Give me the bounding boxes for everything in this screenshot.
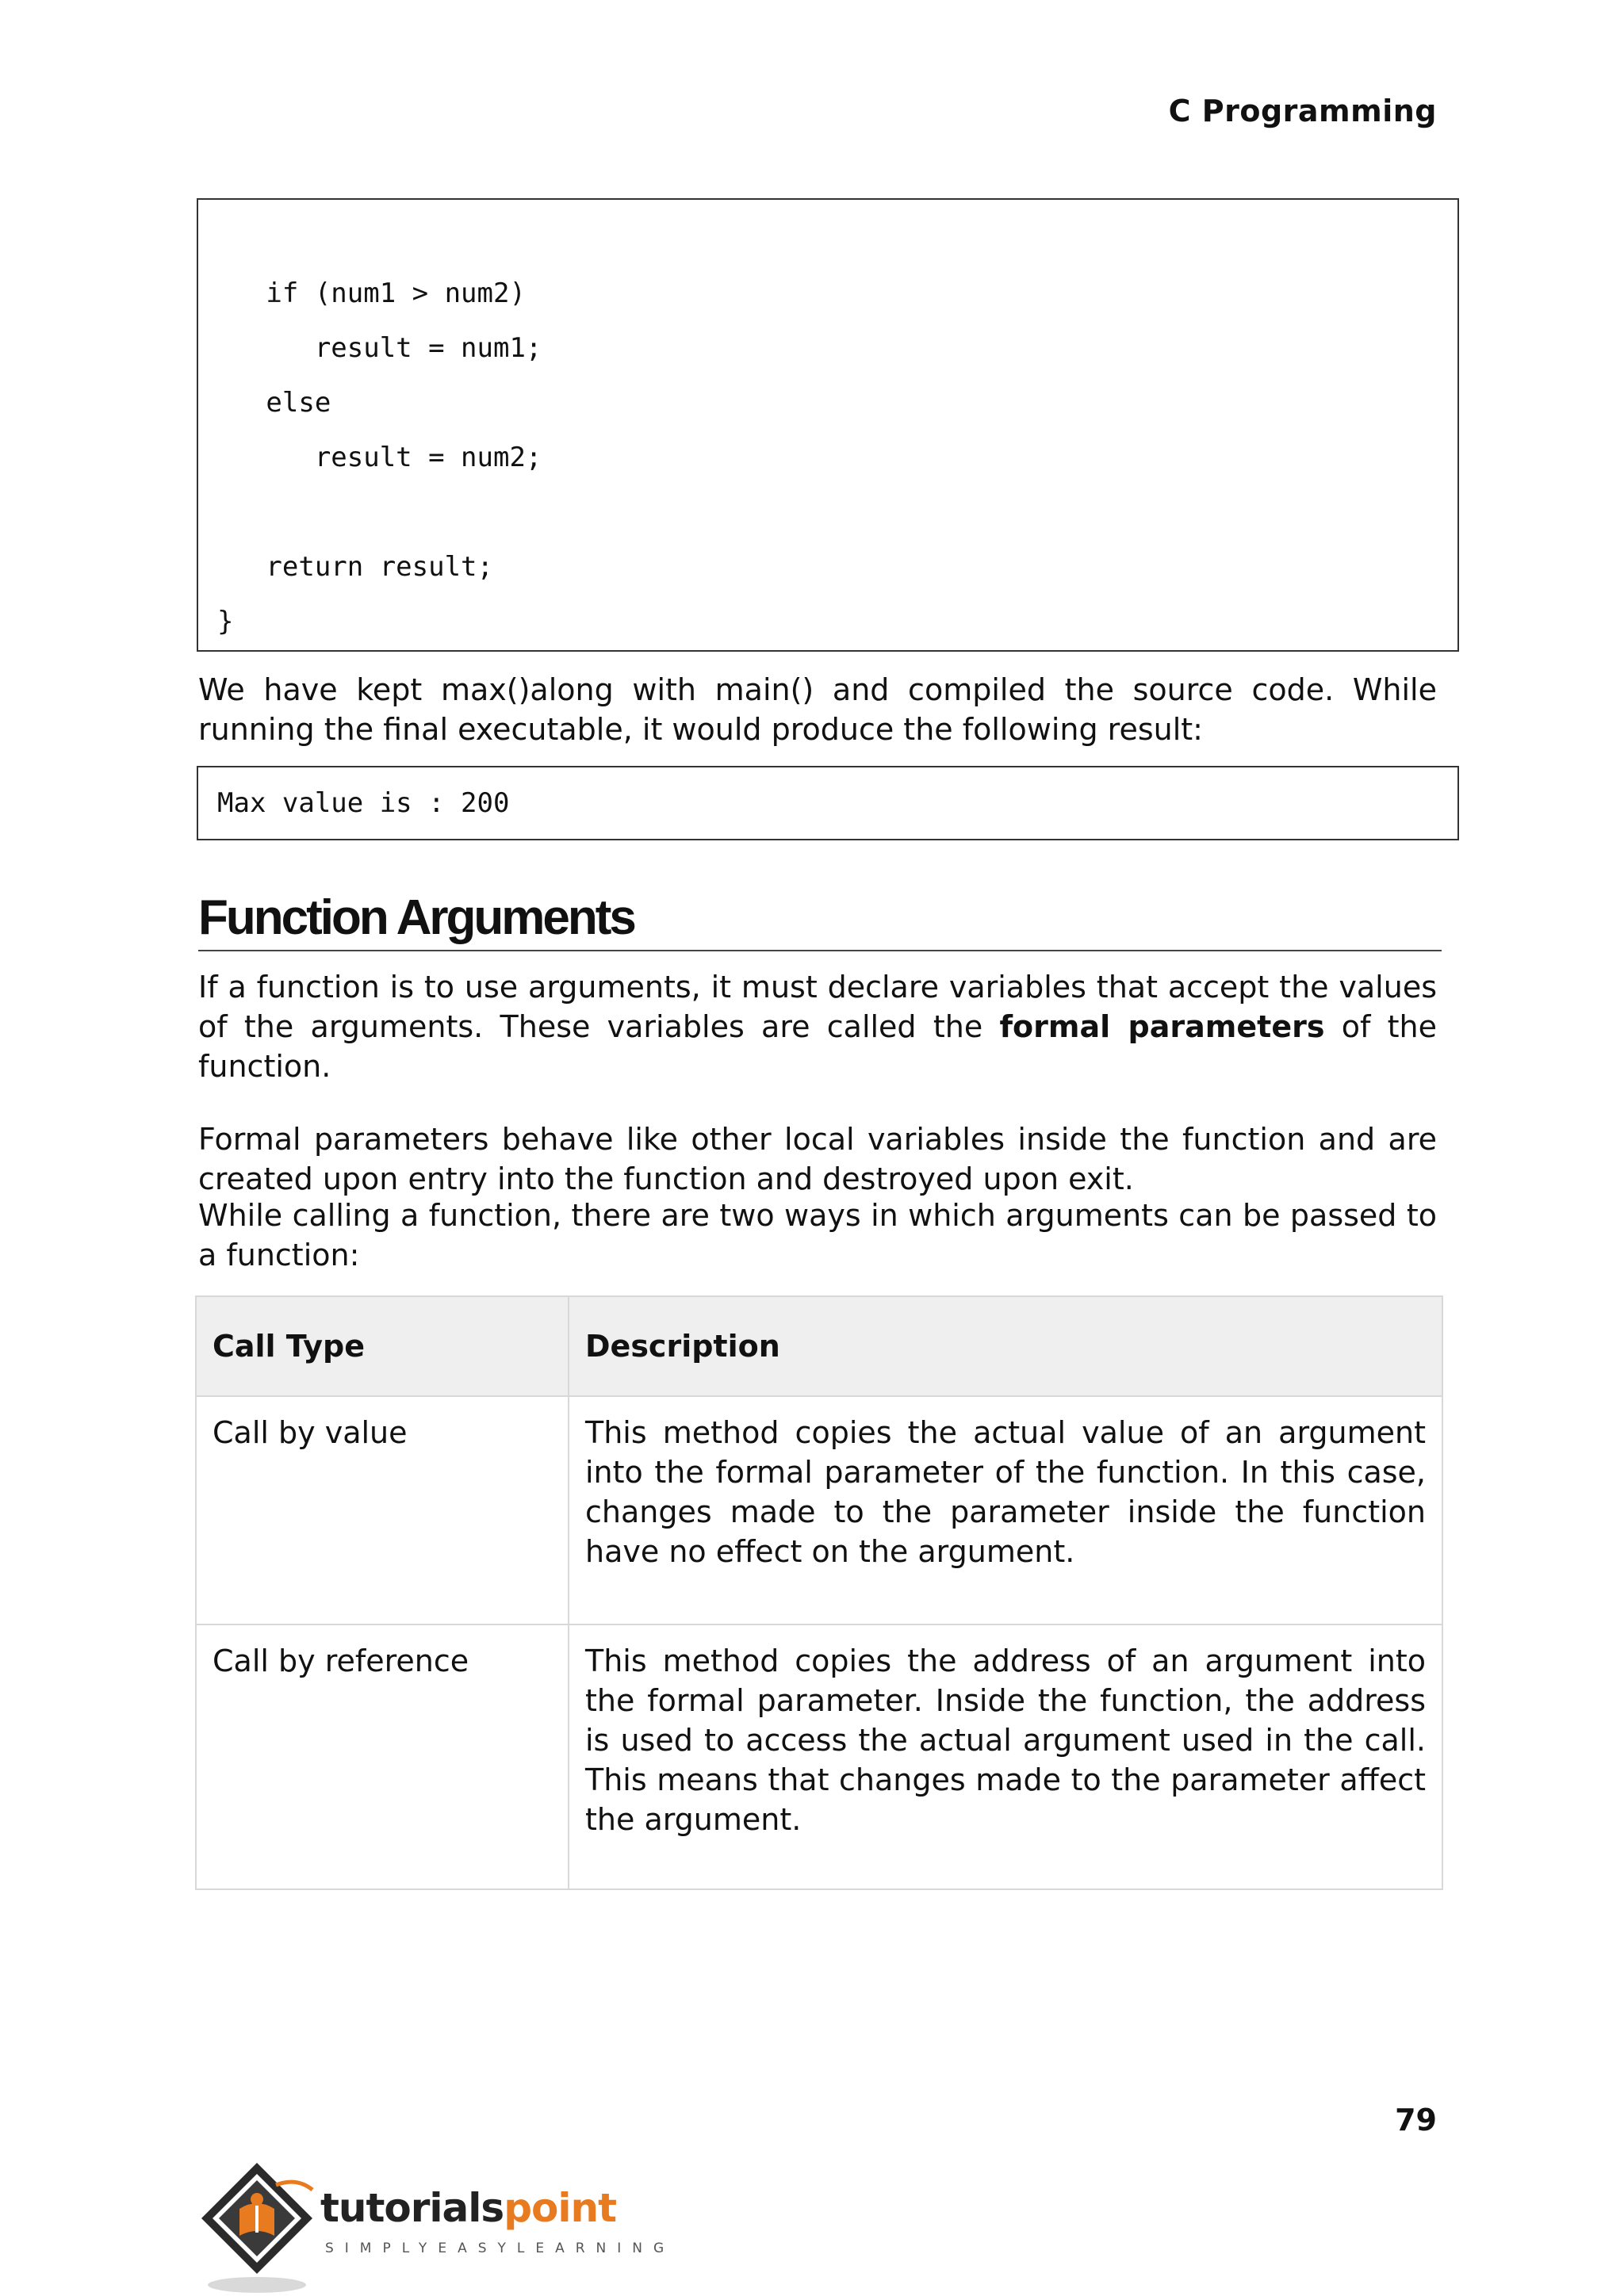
- logo-wordmark-part2: point: [504, 2185, 616, 2231]
- paragraph-text: of the function.: [198, 1009, 1437, 1084]
- description-cell: This method copies the address of an argument into the formal parameter. Inside the function, the address is used to access the actual argument used in the call. This means that changes made to the parameter affect the argument.: [569, 1624, 1442, 1889]
- tutorialspoint-logo: [193, 2153, 676, 2296]
- call-type-cell: Call by value: [196, 1396, 569, 1624]
- tutorialspoint-logo-icon: [193, 2153, 328, 2296]
- call-types-table: [195, 1295, 1443, 1890]
- output-text: Max value is : 200: [217, 787, 510, 819]
- formal-parameters-term: formal parameters: [999, 1009, 1325, 1044]
- paragraph-ways-to-pass: While calling a function, there are two ways in which arguments can be passed to a function:: [198, 1198, 1437, 1272]
- code-line: [217, 485, 1457, 540]
- paragraph-formal-parameters: Formal parameters behave like other local variables inside the function and are created upon entry into the function and destroyed upon exit.: [198, 1122, 1437, 1196]
- logo-wordmark: [320, 2185, 616, 2231]
- paragraph-arguments: [198, 967, 1437, 1086]
- intro-paragraph: We have kept max()along with main() and compiled the source code. While running the final executable, it would produce the following result:: [198, 672, 1437, 747]
- page-header-title: C Programming: [1168, 94, 1437, 128]
- table-row: [196, 1396, 1442, 1624]
- call-type-cell: Call by reference: [196, 1624, 569, 1889]
- page-number: 79: [1395, 2103, 1437, 2137]
- paragraph-text: If a function is to use arguments, it must declare variables that accept the values of the arguments. These variables are called the: [198, 970, 1437, 1044]
- code-line: else: [217, 387, 331, 419]
- description-cell: This method copies the actual value of an argument into the formal parameter of the function. In this case, changes made to the parameter inside the function have no effect on the argument.: [569, 1396, 1442, 1624]
- code-line: }: [217, 606, 234, 637]
- code-line: if (num1 > num2): [217, 277, 526, 309]
- section-heading: Function Arguments: [198, 886, 1442, 951]
- table-header-call-type: Call Type: [196, 1296, 569, 1396]
- code-line: result = num2;: [217, 442, 542, 473]
- code-block: [197, 198, 1459, 652]
- output-block: [197, 766, 1459, 840]
- table-header-description: Description: [569, 1296, 1442, 1396]
- table-header-row: [196, 1296, 1442, 1396]
- logo-wordmark-part1: tutorials: [320, 2185, 504, 2231]
- code-line: result = num1;: [217, 332, 542, 364]
- logo-tagline: SIMPLYEASYLEARNING: [325, 2241, 676, 2256]
- table-row: [196, 1624, 1442, 1889]
- code-line: return result;: [217, 551, 493, 583]
